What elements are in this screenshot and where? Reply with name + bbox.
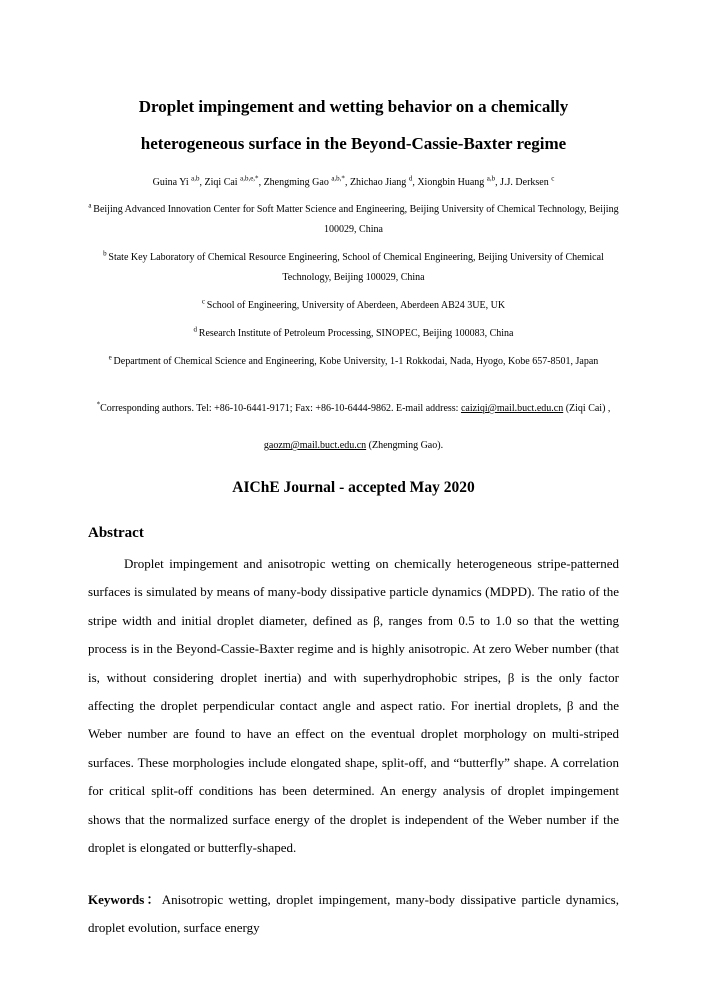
keywords-label: Keywords：: [88, 892, 162, 908]
author: Xiongbin Huang $^{a,b}$: [417, 174, 496, 188]
journal-acceptance-line: AIChE Journal - accepted May 2020: [232, 479, 475, 496]
corresponding-text: (Ziqi Cai) ,: [563, 403, 611, 414]
corresponding-text: Corresponding authors. Tel: +86-10-6441-9171; Fax: +86-10-6444-9862. E-mail address:: [100, 403, 461, 414]
abstract-heading: Abstract: [88, 525, 144, 541]
author: J.J. Derksen $^c$: [500, 174, 555, 188]
affiliation: $^b$ State Key Laboratory of Chemical Resource Engineering, School of Chemical Engineering, Beijing University of Chemical Technology, Beijing 100029, China: [103, 249, 604, 283]
corresponding-text: (Zhengming Gao).: [366, 440, 444, 451]
corresponding-note: [88, 390, 619, 464]
affiliations: [88, 200, 619, 372]
abstract-text: Droplet impingement and anisotropic wetting on chemically heterogeneous stripe-patterned surfaces is simulated by means of many-body dissipative particle dynamics (MDPD). The ratio of the stripe width and initial droplet diameter, defined as β, ranges from 0.5 to 1.0 so that the wetting process is in the Beyond-Cassie-Baxter regime and is highly anisotropic. At zero Weber number (that is, without considering droplet inertia) and with superhydrophobic stripes, β is the only factor affecting the droplet perpendicular contact angle and aspect ratio. For inertial droplets, β and the Weber number are found to have an effect on the eventual droplet morphology on multi-striped surfaces. These morphologies include elongated shape, split-off, and “butterfly” shape. A correlation for critical split-off conditions has been determined. An energy analysis of droplet impingement shows that the normalized surface energy of the droplet is independent of the Weber number if the droplet is elongated or butterfly-shaped.: [88, 556, 619, 856]
author: Guina Yi $^{a,b}$: [152, 174, 200, 188]
keywords-line: [88, 886, 619, 942]
affiliation: $^c$ School of Engineering, University of Aberdeen, Aberdeen AB24 3UE, UK: [201, 297, 506, 311]
corresponding-asterisk: *: [96, 400, 101, 409]
author: Zhengming Gao $^{a,b,*}$: [263, 174, 345, 188]
affiliation: $^e$ Department of Chemical Science and Engineering, Kobe University, 1-1 Rokkodai, Nada, Hyogo, Kobe 657-8501, Japan: [108, 353, 599, 367]
authors-line: Guina Yi $^{a,b}$, Ziqi Cai $^{a,b,e,*}$, Zhengming Gao $^{a,b,*}$, Zhichao Jiang $^d$, Xiongbin Huang $^{a,b}$, J.J. Derksen $^c$: [152, 174, 555, 188]
affiliation: $^a$ Beijing Advanced Innovation Center for Soft Matter Science and Engineering, Beijing University of Chemical Technology, Beijing 100029, China: [88, 201, 619, 235]
email-link[interactable]: gaozm@mail.buct.edu.cn: [263, 440, 367, 451]
paper-title: Droplet impingement and wetting behavior on a chemically heterogeneous surface in the Beyond-Cassie-Baxter regime: [138, 97, 569, 153]
keywords-text: Anisotropic wetting, droplet impingement, many-body dissipative particle dynamics, droplet evolution, surface energy: [88, 892, 619, 936]
affiliation: $^d$ Research Institute of Petroleum Processing, SINOPEC, Beijing 100083, China: [193, 325, 514, 339]
email-link[interactable]: caiziqi@mail.buct.edu.cn: [460, 403, 564, 414]
author: Ziqi Cai $^{a,b,e,*}$: [204, 174, 259, 188]
author: Zhichao Jiang $^d$: [349, 174, 413, 188]
